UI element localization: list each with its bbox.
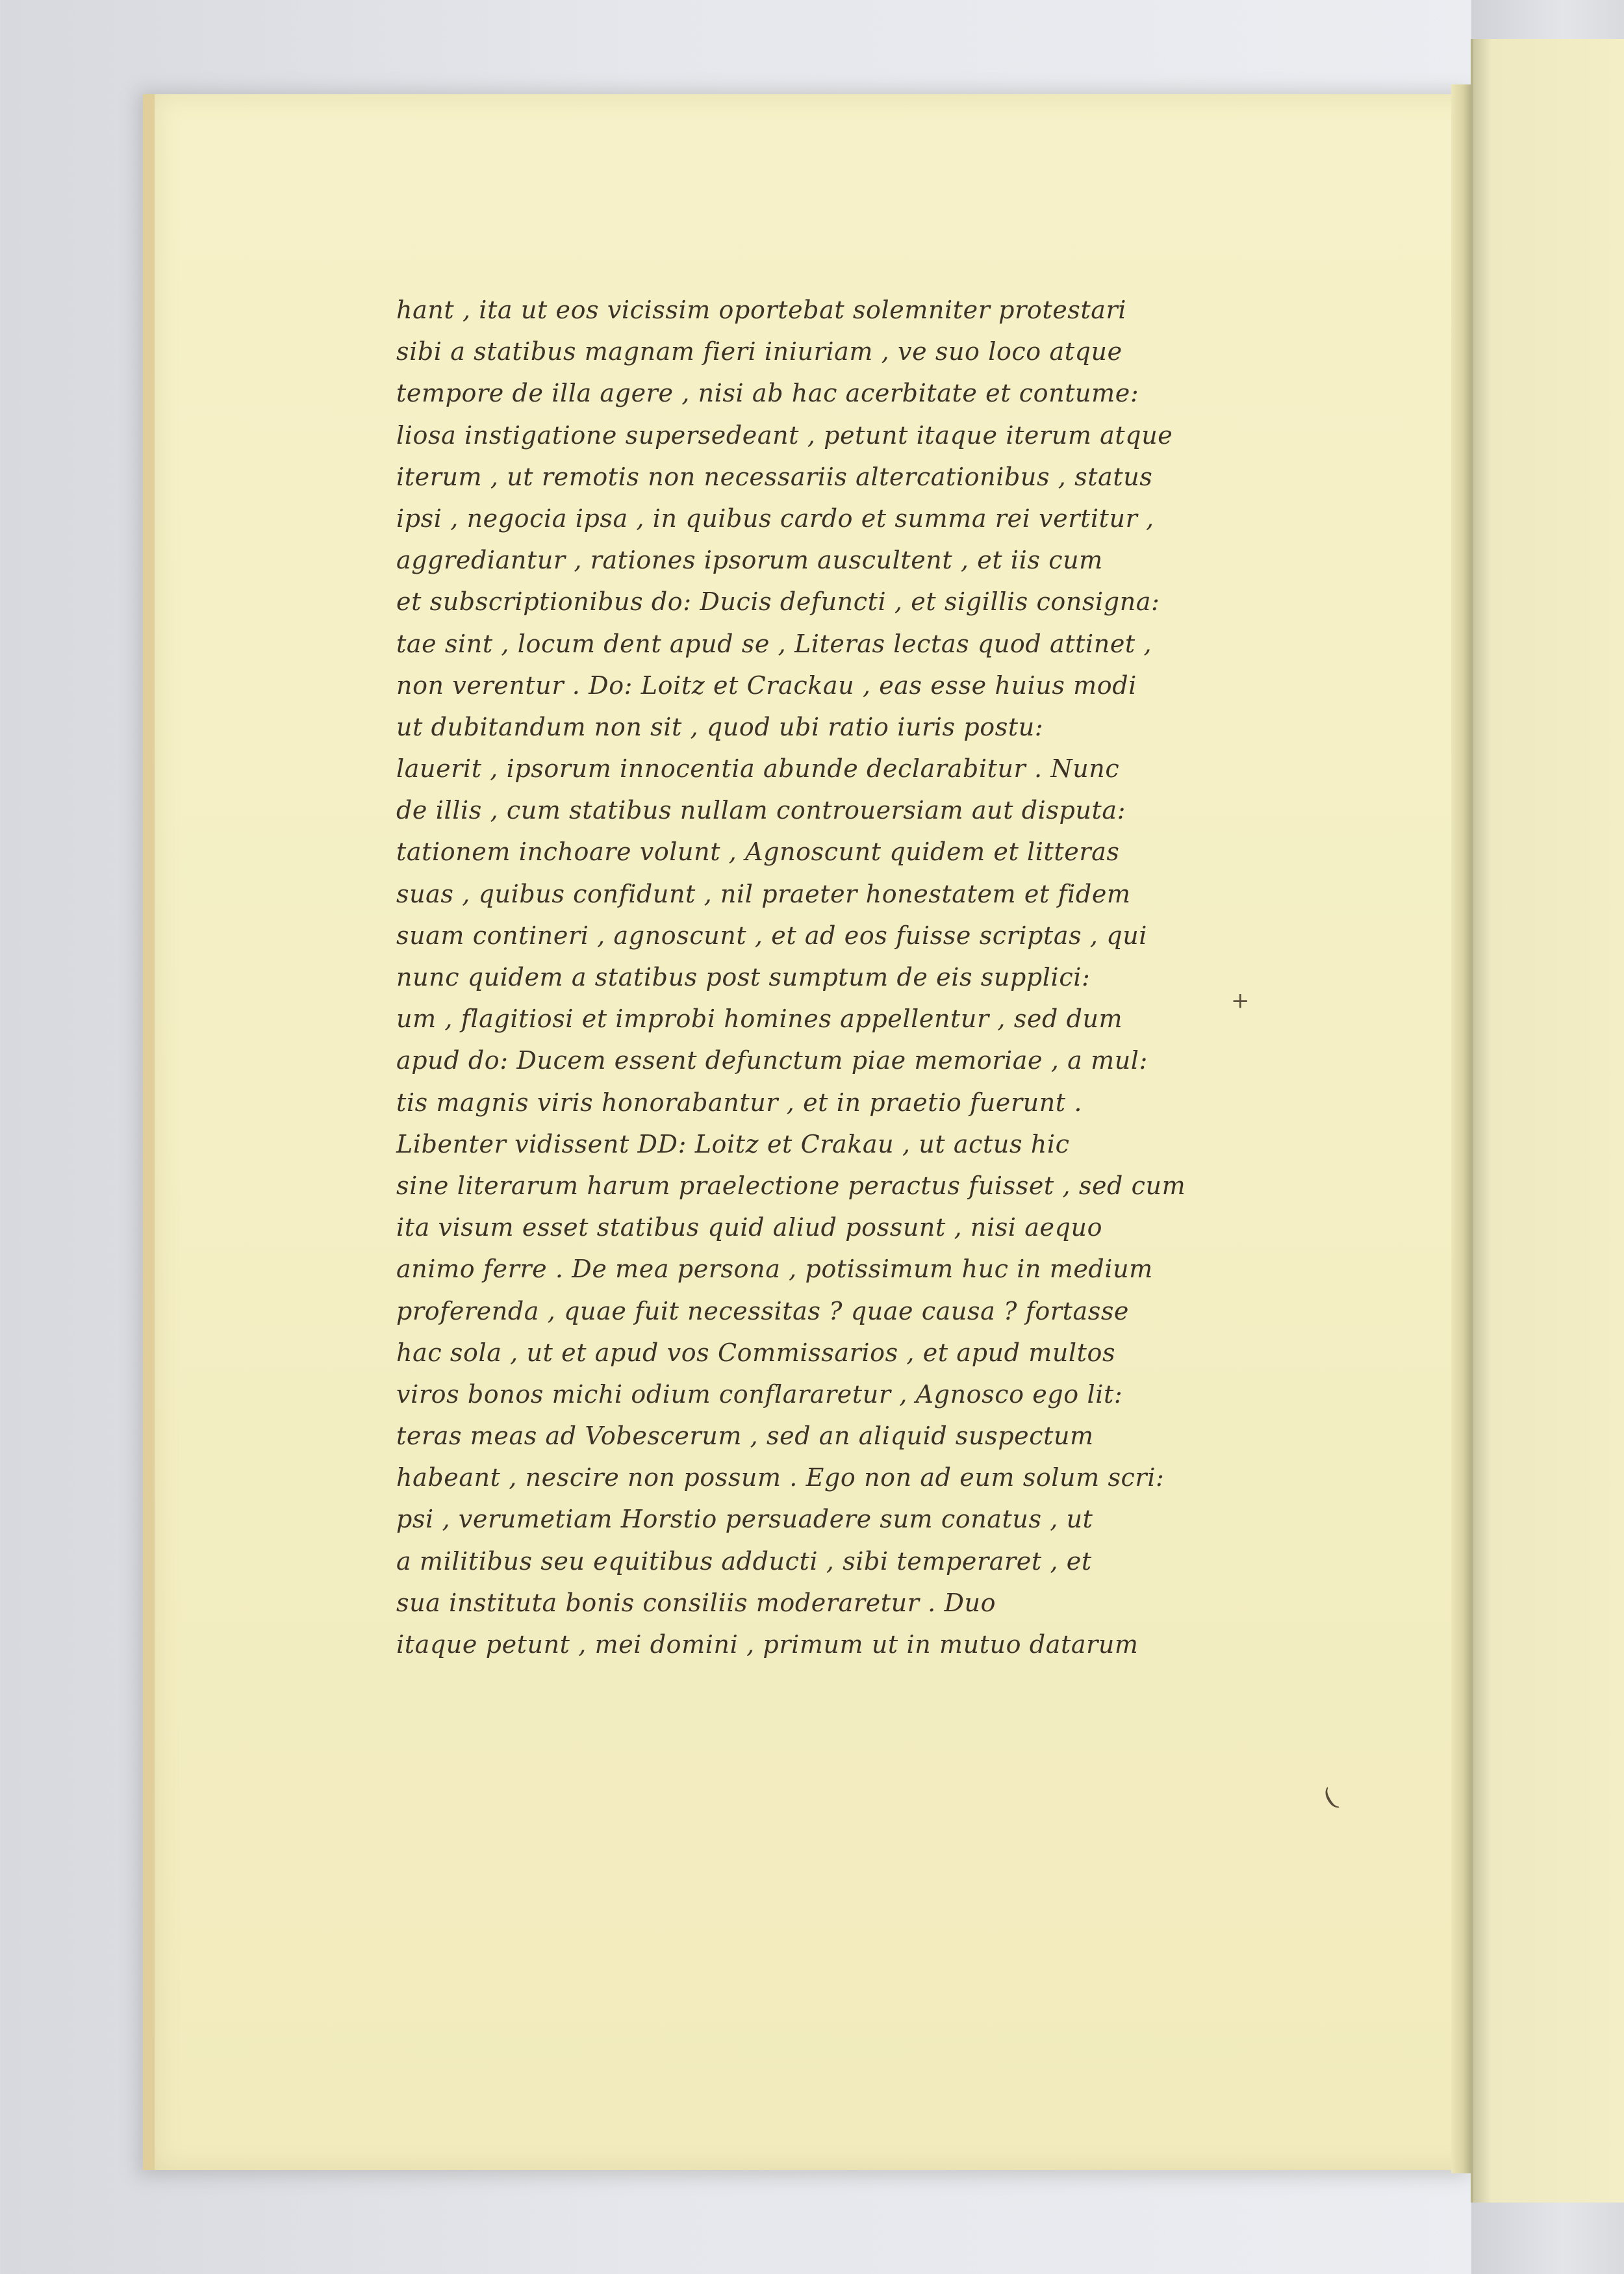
text-line: sibi a statibus magnam fieri iniuriam , ve suo loco atque [396,337,1123,366]
handwritten-text [396,289,1267,1665]
text-line: sine literarum harum praelectione peractus fuisset , sed cum [396,1171,1186,1200]
text-line: tationem inchoare volunt , Agnoscunt quidem et litteras [396,837,1120,867]
text-line: a militibus seu equitibus adducti , sibi temperaret , et [396,1546,1092,1576]
text-line: tae sint , locum dent apud se , Literas lectas quod attinet , [396,629,1152,658]
text-line: iterum , ut remotis non necessariis altercationibus , status [396,462,1153,491]
text-line: hant , ita ut eos vicissim oportebat solemniter protestari [396,296,1127,324]
text-line: habeant , nescire non possum . Ego non ad eum solum scri: [396,1463,1165,1492]
text-line: suam contineri , agnoscunt , et ad eos fuisse scriptas , qui [396,921,1148,950]
text-line: psi , verumetiam Horstio persuadere sum conatus , ut [396,1505,1093,1534]
facing-page-edge [1471,39,1624,2203]
text-line: animo ferre . De mea persona , potissimum huc in medium [396,1255,1153,1284]
text-line: viros bonos michi odium conflararetur , Agnosco ego lit: [396,1379,1123,1409]
text-line: tis magnis viris honorabantur , et in praetio fuerunt . [396,1088,1082,1117]
text-line: Libenter vidissent DD: Loitz et Crakau , ut actus hic [396,1129,1070,1158]
text-line: sua instituta bonis consiliis moderaretur . Duo [396,1588,996,1617]
text-line: lauerit , ipsorum innocentia abunde declarabitur . Nunc [396,754,1120,784]
text-line: liosa instigatione supersedeant , petunt itaque iterum atque [396,420,1173,450]
text-line: nunc quidem a statibus post sumptum de eis supplici: [396,963,1091,991]
text-line: teras meas ad Vobescerum , sed an aliquid suspectum [396,1422,1094,1451]
text-line: ipsi , negocia ipsa , in quibus cardo et summa rei vertitur , [396,504,1154,533]
text-line: de illis , cum statibus nullam controuersiam aut disputa: [396,796,1126,825]
text-line: um , flagitiosi et improbi homines appellentur , sed dum [396,1004,1123,1034]
text-line: aggrediantur , rationes ipsorum auscultent , et iis cum [396,546,1103,575]
marginal-mark: + [1231,988,1250,1014]
text-line: ut dubitandum non sit , quod ubi ratio iuris postu: [396,712,1044,741]
text-line: proferenda , quae fuit necessitas ? quae causa ? fortasse [396,1296,1130,1325]
marginal-mark: ( [1318,1783,1343,1814]
text-line: ita visum esset statibus quid aliud possunt , nisi aequo [396,1213,1103,1242]
text-line: non verentur . Do: Loitz et Crackau , eas esse huius modi [396,671,1137,700]
text-line: itaque petunt , mei domini , primum ut in mutuo datarum [396,1630,1139,1659]
page-edge [1451,84,1471,2173]
text-line: et subscriptionibus do: Ducis defuncti , et sigillis consigna: [396,587,1160,617]
text-line: tempore de illa agere , nisi ab hac acerbitate et contume: [396,379,1139,408]
text-line: apud do: Ducem essent defunctum piae memoriae , a mul: [396,1046,1148,1075]
text-line: suas , quibus confidunt , nil praeter honestatem et fidem [396,879,1131,908]
text-line: hac sola , ut et apud vos Commissarios , et apud multos [396,1338,1116,1367]
